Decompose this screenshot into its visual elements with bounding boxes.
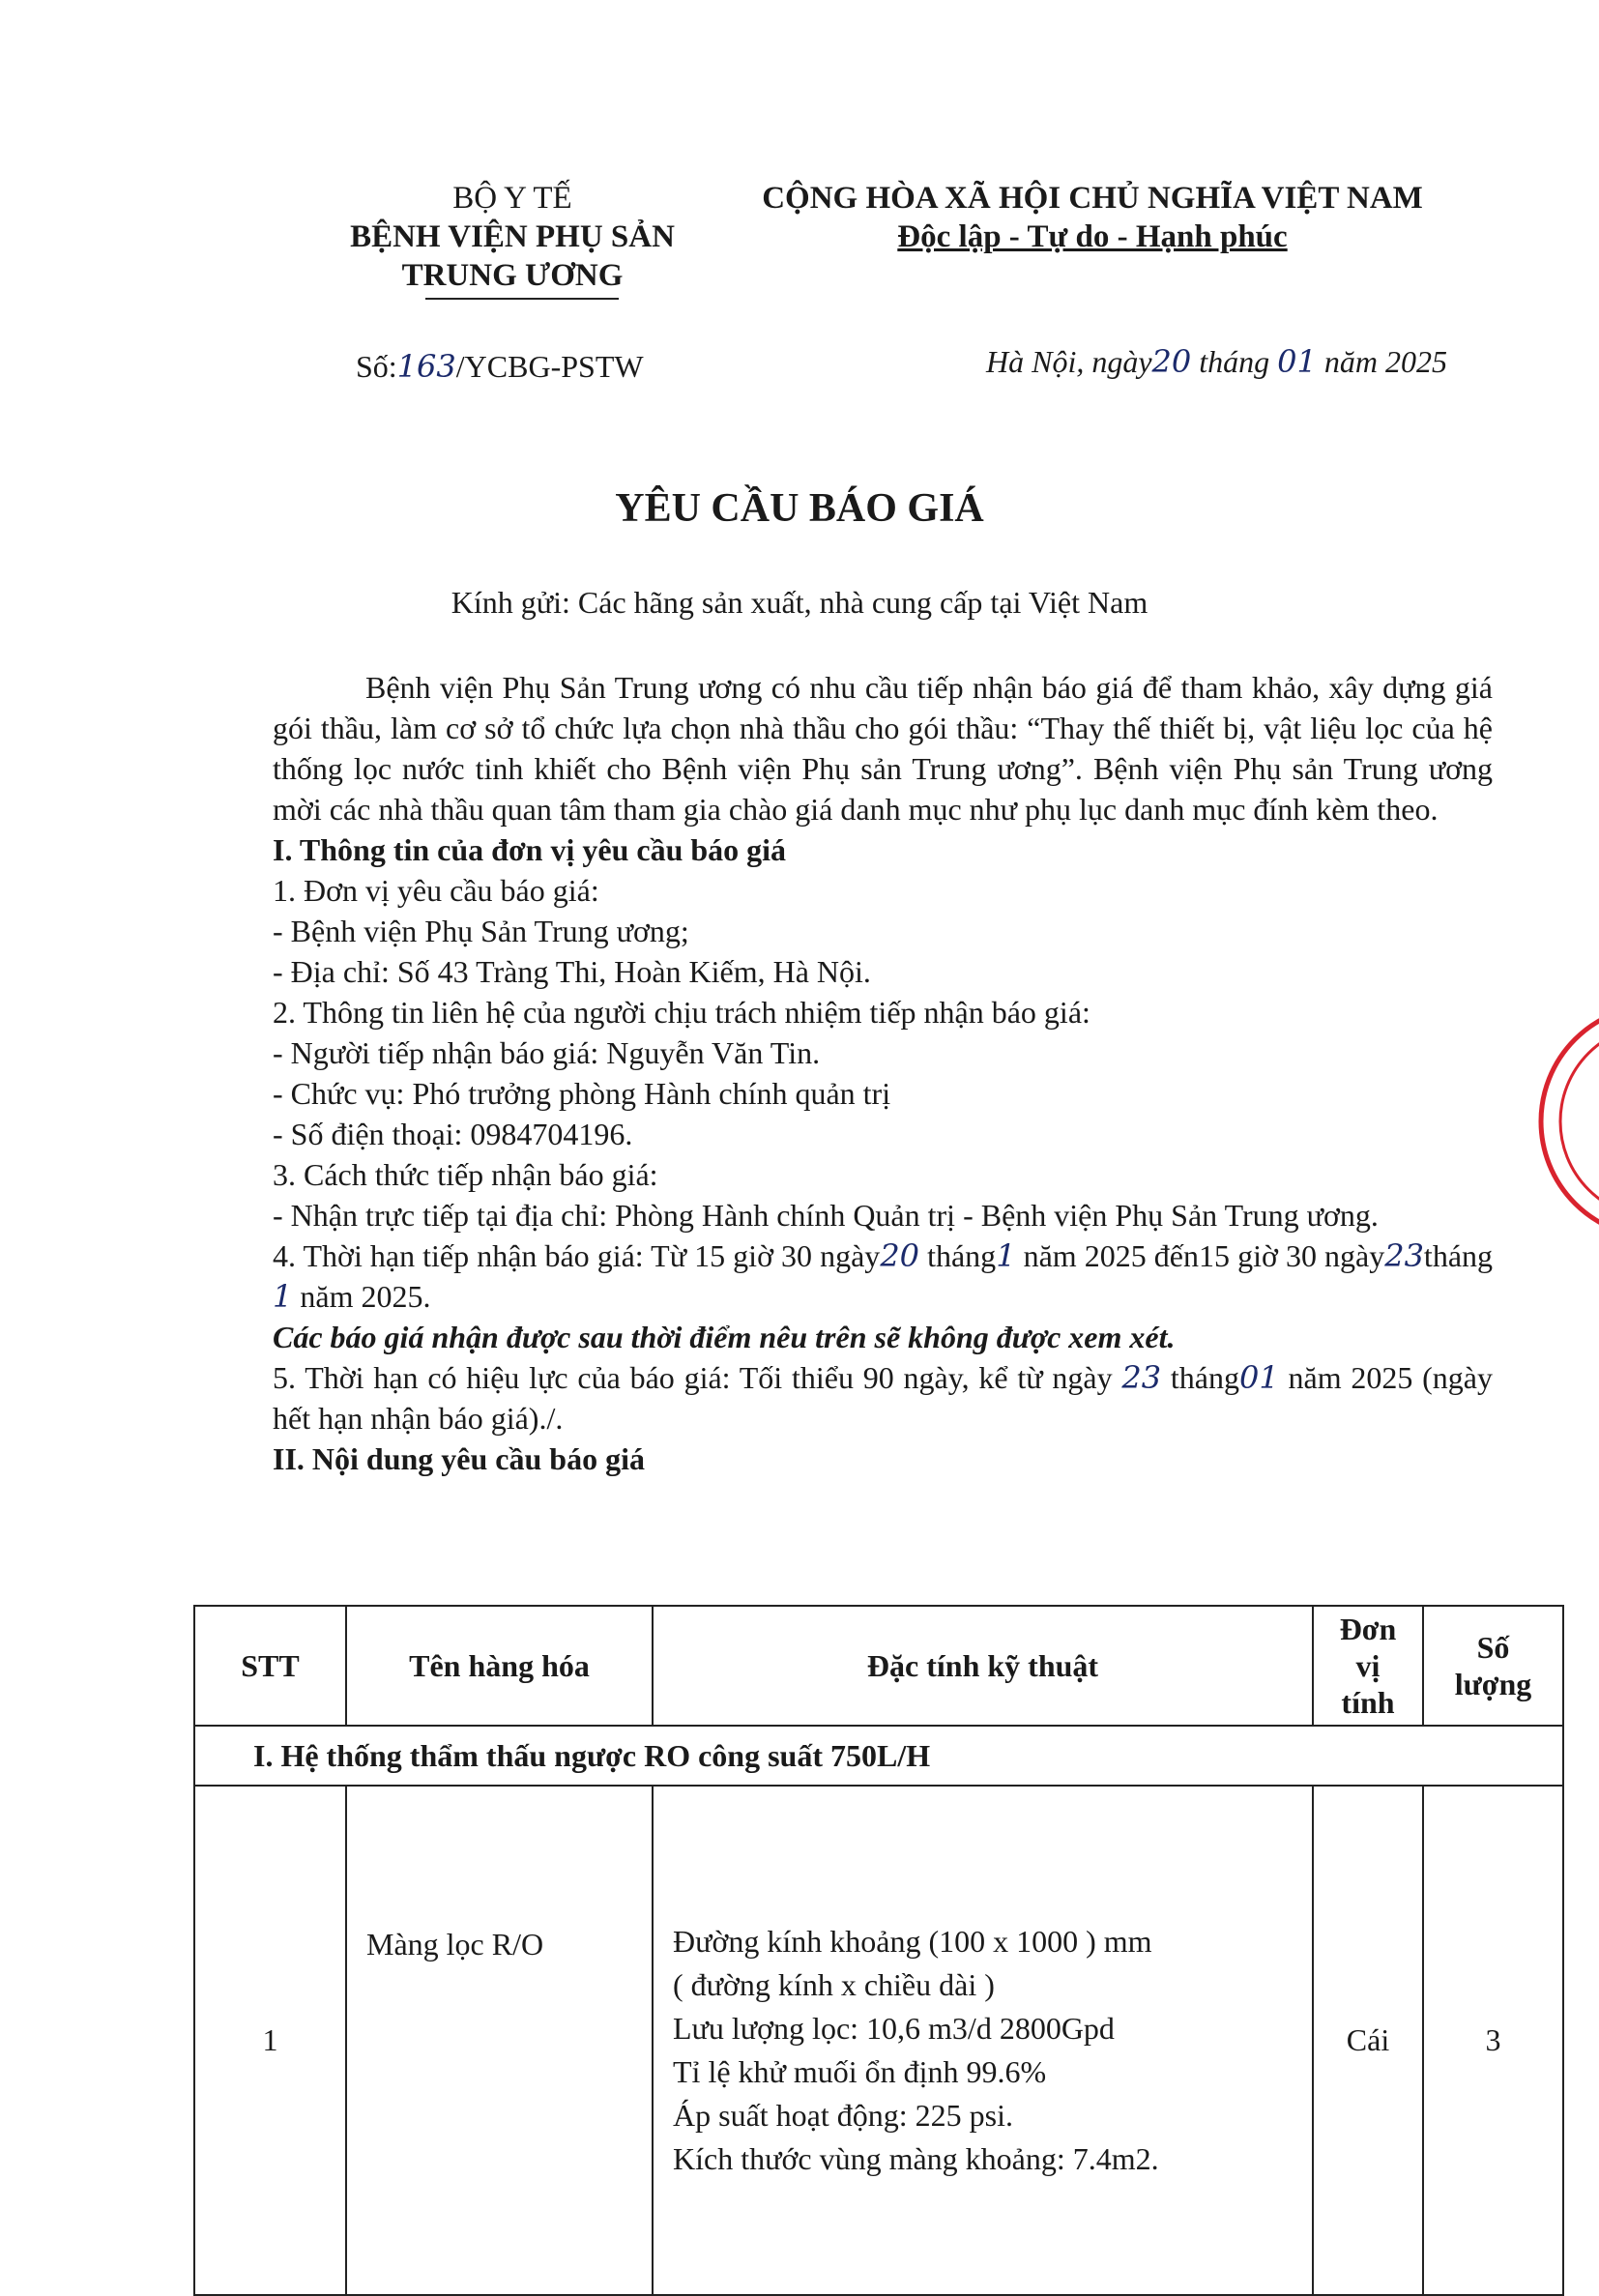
intro-paragraph: Bệnh viện Phụ Sản Trung ương có nhu cầu tiếp nhận báo giá để tham khảo, xây dựng giá gói thầu, làm cơ sở tổ chức lựa chọn nhà thầu cho gói thầu: “Thay thế thiết bị, vật liệu lọc của hệ thống lọc nước tinh khiết cho Bệnh viện Phụ sản Trung ương”. Bệnh viện Phụ sản Trung ương mời các nhà thầu quan tâm tham gia chào giá danh mục như phụ lục danh mục đính kèm theo. [273, 670, 1493, 827]
paragraph: - Địa chỉ: Số 43 Tràng Thi, Hoàn Kiếm, Hà Nội. [273, 954, 871, 989]
stamp-inner-ring [1560, 1025, 1599, 1218]
table-section-label: I. Hệ thống thẩm thấu ngược RO công suất 750L/H [194, 1726, 1563, 1786]
section-1-heading: I. Thông tin của đơn vị yêu cầu báo giá [273, 832, 787, 867]
header-unit: Đơn vị tính [1313, 1606, 1423, 1726]
cell-stt: 1 [194, 1786, 346, 2295]
cell-qty: 3 [1423, 1786, 1563, 2295]
cell-name: Màng lọc R/O [346, 1786, 653, 2295]
deadline-note: Các báo giá nhận được sau thời điểm nêu trên sẽ không được xem xét. [273, 1320, 1176, 1354]
document-number: Số:163/YCBG-PSTW [356, 348, 644, 385]
document-date: Hà Nội, ngày20 tháng 01 năm 2025 [986, 343, 1447, 380]
paragraph: 1. Đơn vị yêu cầu báo giá: [273, 873, 599, 908]
paragraph: - Số điện thoại: 0984704196. [273, 1117, 633, 1151]
handwritten-number: 163 [396, 348, 456, 385]
paragraph: - Chức vụ: Phó trưởng phòng Hành chính quản trị [273, 1076, 891, 1111]
header-stt: STT [194, 1606, 346, 1726]
paragraph: 3. Cách thức tiếp nhận báo giá: [273, 1157, 658, 1192]
national-motto: Độc lập - Tự do - Hạnh phúc [897, 219, 1288, 254]
spec-line: ( đường kính x chiều dài ) [673, 1966, 995, 2002]
table-row [194, 1786, 1563, 2295]
section-2-heading: II. Nội dung yêu cầu báo giá [273, 1441, 645, 1476]
handwritten-day: 20 [1151, 343, 1192, 380]
header-spec: Đặc tính kỹ thuật [653, 1606, 1313, 1726]
table-section-row [194, 1726, 1563, 1786]
paragraph: - Người tiếp nhận báo giá: Nguyễn Văn Tin. [273, 1035, 821, 1070]
spec-line: Lưu lượng lọc: 10,6 m3/d 2800Gpd [673, 2010, 1115, 2046]
header-name: Tên hàng hóa [346, 1606, 653, 1726]
country-name: CỘNG HÒA XÃ HỘI CHỦ NGHĨA VIỆT NAM [762, 181, 1423, 216]
paragraph: - Nhận trực tiếp tại địa chỉ: Phòng Hành chính Quản trị - Bệnh viện Phụ Sản Trung ương. [273, 1198, 1379, 1233]
hospital-name-line2: TRUNG ƯƠNG [401, 258, 624, 293]
spec-line: Đường kính khoảng (100 x 1000 ) mm [673, 1923, 1152, 1959]
issuer-block [290, 179, 735, 295]
cell-spec [653, 1786, 1313, 2295]
ministry-name: BỘ Y TẾ [452, 181, 572, 216]
red-stamp [1502, 996, 1599, 1247]
paragraph: 2. Thông tin liên hệ của người chịu trách nhiệm tiếp nhận báo giá: [273, 995, 1090, 1030]
spec-line: Tỉ lệ khử muối ổn định 99.6% [673, 2053, 1047, 2089]
document-body [273, 667, 1493, 1479]
greeting: Kính gửi: Các hãng sản xuất, nhà cung cấp tại Việt Nam [451, 585, 1148, 620]
spec-line: Áp suất hoạt động: 225 psi. [673, 2097, 1013, 2133]
national-heading [744, 179, 1440, 256]
validity-paragraph: 5. Thời hạn có hiệu lực của báo giá: Tối thiểu 90 ngày, kể từ ngày 23 tháng01 năm 2025 (ngày hết hạn nhận báo giá)./. [273, 1359, 1494, 1436]
handwritten-month: 01 [1277, 343, 1317, 380]
spec-line: Kích thước vùng màng khoảng: 7.4m2. [673, 2140, 1159, 2176]
table-header-row [194, 1606, 1563, 1726]
stamp-outer-ring [1541, 1005, 1599, 1237]
paragraph: - Bệnh viện Phụ Sản Trung ương; [273, 914, 689, 948]
deadline-paragraph: 4. Thời hạn tiếp nhận báo giá: Từ 15 giờ 30 ngày20 tháng1 năm 2025 đến15 giờ 30 ngày23tháng 1 năm 2025. [273, 1237, 1494, 1315]
header-qty: Số lượng [1423, 1606, 1563, 1726]
quote-table [193, 1605, 1564, 2296]
hospital-name-line1: BỆNH VIỆN PHỤ SẢN [350, 219, 675, 254]
issuer-underline [425, 298, 619, 300]
document-title: YÊU CẦU BÁO GIÁ [615, 486, 984, 531]
cell-unit: Cái [1313, 1786, 1423, 2295]
